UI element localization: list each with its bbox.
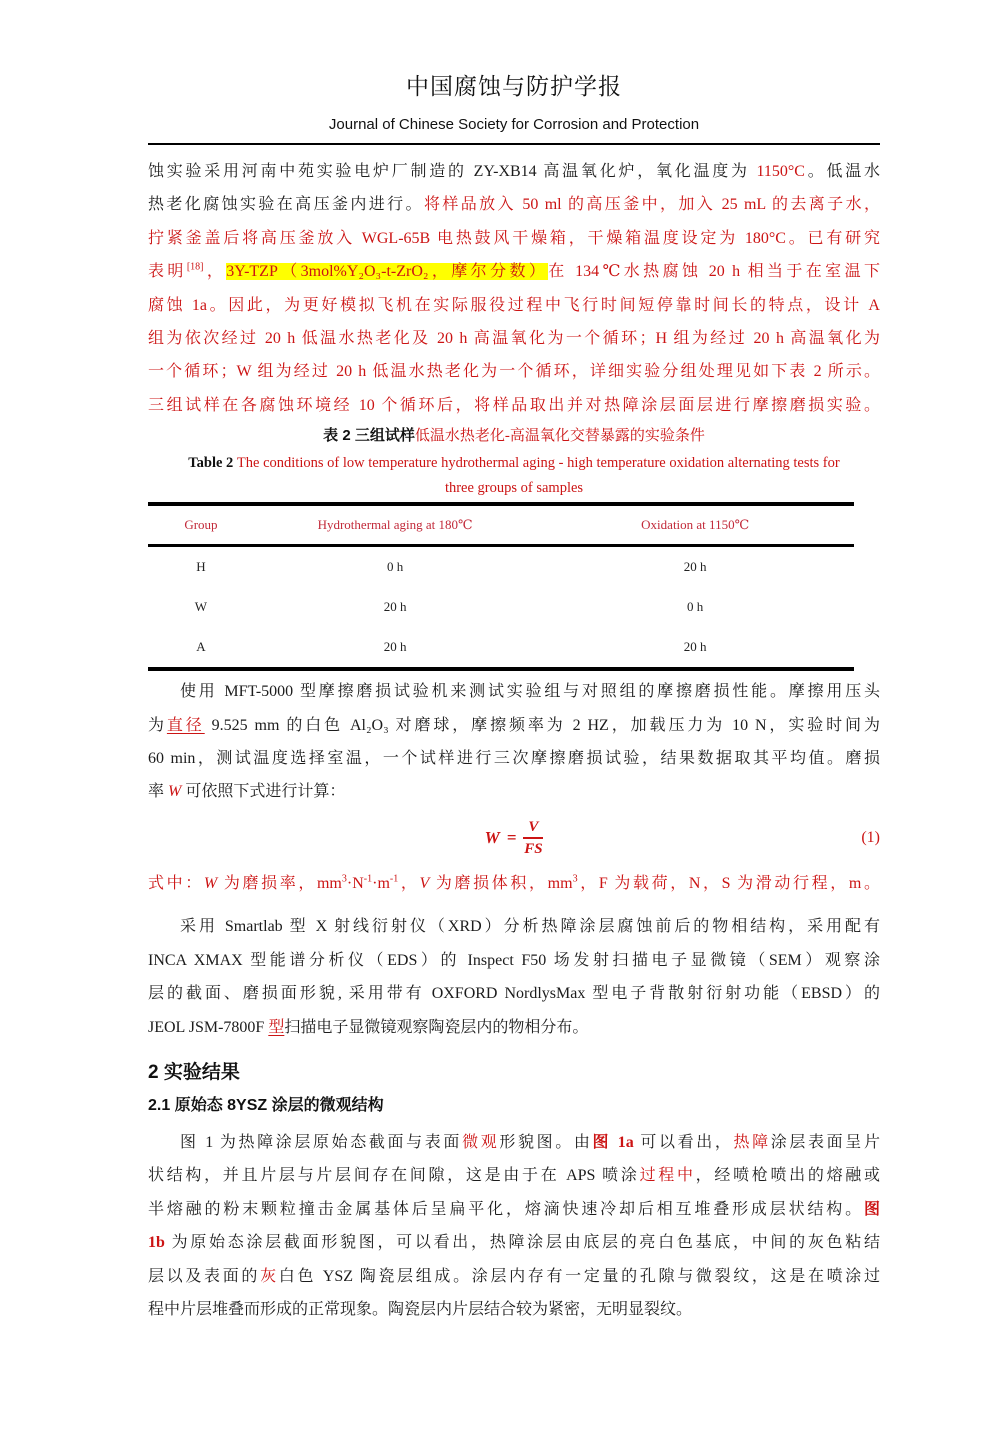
formula-denominator: FS (524, 840, 543, 857)
text-segment: 9.525 mm 的白色 Al₂O₃ 对磨球，摩擦频率为 2 HZ，加载压力为 10 N，实验时间为 (204, 716, 880, 734)
text-segment: 1150°C (756, 163, 805, 180)
table-header-cell: Hydrothermal aging at 180℃ (254, 504, 536, 546)
text-segment: 60 min，测试温度选择室温，一个试样进行三次摩擦磨损试验，结果数据取其平均值。磨损 (148, 750, 880, 768)
text-segment: 状结构，并且片层与片层间存在间隙，这是由于在 APS 喷涂 (148, 1167, 640, 1185)
table-header-cell: Oxidation at 1150℃ (536, 504, 854, 546)
text-segment: 3 (341, 873, 347, 885)
text-line (148, 222, 880, 255)
text-line (148, 389, 880, 422)
text-line (148, 289, 880, 322)
text-segment: W (168, 783, 182, 801)
text-segment: ， (203, 263, 227, 281)
table-row (148, 587, 854, 627)
text-segment: 使用 MFT-5000 型摩擦磨损试验机来测试实验组与对照组的摩擦磨损性能。摩擦用压头 (180, 683, 880, 701)
text-segment: 为原始态涂层截面形貌图，可以看出，热障涂层由底层的亮白色基底，中间的灰色粘结 (164, 1234, 880, 1252)
text-line (148, 1260, 880, 1293)
table-2-body (148, 546, 854, 670)
text-segment: 1b (148, 1234, 165, 1252)
text-segment: 涂层表面呈片 (770, 1133, 880, 1151)
paragraph-characterization (148, 910, 880, 1044)
table-cell: A (196, 639, 206, 655)
text-segment: ， (398, 874, 420, 892)
text-segment: 热障 (733, 1133, 771, 1151)
text-segment: 图 (863, 1200, 880, 1218)
table-cell: 20 h (683, 639, 707, 655)
text-segment: 程中片层堆叠而形成的正常现象。陶瓷层内片层结合较为紧密，无明显裂纹。 (148, 1300, 693, 1318)
journal-title-en: Journal of Chinese Society for Corrosion and Protection (328, 116, 700, 133)
text-segment: 为 (148, 716, 167, 734)
table-caption-en-line1 (148, 450, 880, 476)
text-segment: 表明 (148, 263, 187, 281)
text-line (148, 977, 880, 1010)
text-segment: 率 (148, 783, 169, 801)
paragraph-figure1-discussion (148, 1126, 880, 1326)
paragraph-friction-test (148, 675, 880, 809)
text-segment: ·N (346, 874, 364, 892)
table-cell: 20 h (683, 559, 707, 575)
table-cell: 20 h (383, 599, 407, 615)
table-caption-zh (148, 422, 880, 450)
text-segment: 采用 Smartlab 型 X 射线衍射仪（XRD）分析热障涂层腐蚀前后的物相结构，采用配有 (180, 918, 880, 936)
table-cell: 0 h (386, 559, 404, 575)
text-segment: 可依照下式进行计算： (181, 783, 346, 801)
text-line (148, 255, 880, 288)
paragraph-equation-note (148, 867, 880, 900)
text-segment: 图 1a (592, 1133, 634, 1151)
text-line (148, 1126, 880, 1159)
journal-title-zh: 中国腐蚀与防护学报 (406, 74, 622, 99)
text-segment: 3 (572, 873, 578, 885)
subsection-heading-microstructure: 2.1 原始态 8YSZ 涂层的微观结构 (148, 1096, 384, 1114)
text-segment: 低温水热老化-高温氧化交替暴露的实验条件 (414, 428, 705, 445)
text-segment: ·m (372, 874, 390, 892)
text-segment: 直径 (166, 716, 205, 734)
text-segment: 一个循环；W 组为经过 20 h 低温水热老化为一个循环，详细实验分组处理见如下表 2 所示。 (148, 363, 880, 381)
text-segment: V (419, 874, 430, 892)
formula-numerator: V (523, 818, 543, 839)
table-cell: W (194, 599, 208, 615)
text-segment: 半熔融的粉末颗粒撞击金属基体后呈扁平化，熔滴快速冷却后相互堆叠形成层状结构。 (148, 1200, 864, 1218)
text-segment: 过程中 (639, 1167, 696, 1185)
table-header-row (148, 504, 854, 546)
text-line (148, 742, 880, 775)
text-segment: 层的截面、磨损面形貌, 采用带有 OXFORD NordlysMax 型电子背散射衍射功能（EBSD）的 (148, 985, 880, 1003)
text-segment: 灰 (260, 1267, 279, 1285)
page-content (148, 72, 880, 1326)
text-segment: 在 134℃水热腐蚀 20 h 相当于在室温下 (548, 263, 880, 281)
text-segment: -1 (363, 873, 373, 885)
header-rule (148, 143, 880, 145)
text-line (148, 322, 880, 355)
paragraph-corrosion-tests (148, 155, 880, 422)
text-segment: 蚀实验采用河南中苑实验电炉厂制造的 ZY-XB14 高温氧化炉，氧化温度为 (148, 163, 757, 180)
table-2 (148, 502, 854, 671)
text-segment: 白色 YSZ 陶瓷层组成。涂层内存有一定量的孔隙与微裂纹，这是在喷涂过 (278, 1267, 880, 1285)
text-segment: INCA XMAX 型能谱分析仪（EDS）的 Inspect F50 场发射扫描电子显微镜（SEM）观察涂 (148, 951, 880, 969)
text-line (148, 1226, 880, 1259)
text-segment: 扫描电子显微镜观察陶瓷层内的物相分布。 (284, 1018, 589, 1036)
text-segment: 将样品放入 50 ml 的高压釜中，加入 25 mL 的去离子水， (423, 196, 880, 214)
text-line (148, 675, 880, 708)
text-segment: The conditions of low temperature hydrothermal aging - high temperature oxidation alternating tests for (236, 455, 840, 472)
table-caption-en-line2 (148, 476, 880, 500)
text-segment: 组为依次经过 20 h 低温水热老化及 20 h 高温氧化为一个循环；H 组为经过 20 h 高温氧化为 (148, 330, 880, 348)
text-segment: 为磨损率，mm (217, 874, 342, 892)
text-line (148, 1159, 880, 1192)
equation-number: (1) (861, 828, 880, 846)
text-line (148, 775, 880, 808)
text-line (148, 1011, 880, 1044)
text-segment: 层以及表面的 (148, 1267, 261, 1285)
text-segment: 腐蚀 1a。因此，为更好模拟飞机在实际服役过程中飞行时间短停靠时间长的特点，设计 A (148, 296, 880, 314)
text-segment: -1 (389, 873, 399, 885)
text-segment: 表 2 三组试样 (323, 427, 415, 445)
text-segment: JEOL JSM-7800F (148, 1018, 269, 1036)
formula-fraction (523, 818, 543, 858)
text-segment: ，F 为载荷，N，S 为滑动行程，m。 (577, 874, 880, 892)
table-2-head (148, 504, 854, 546)
text-segment: 拧紧釜盖后将高压釜放入 WGL-65B 电热鼓风干燥箱，干燥箱温度设定为 180°C。已有研究 (148, 229, 880, 247)
text-line (148, 1193, 880, 1226)
text-segment: 形貌图。由 (499, 1133, 593, 1151)
text-segment: ，经喷枪喷出的熔融或 (695, 1167, 880, 1185)
text-segment: 3Y-TZP（3mol%Y₂O₃-t-ZrO₂，摩尔分数） (226, 263, 549, 281)
text-line (148, 155, 880, 188)
formula-equals: = (506, 827, 517, 847)
section-heading-results: 2 实验结果 (148, 1061, 240, 1083)
table-header-cell: Group (148, 504, 254, 546)
text-line (148, 355, 880, 388)
text-line (148, 944, 880, 977)
text-segment: three groups of samples (444, 480, 584, 497)
text-segment: 微观 (462, 1133, 500, 1151)
text-segment: Table 2 (188, 455, 237, 472)
text-segment: [18] (186, 261, 204, 273)
text-segment: 型 (268, 1018, 285, 1036)
text-segment: 式中： (148, 874, 204, 892)
text-segment: 图 1 为热障涂层原始态截面与表面 (180, 1133, 463, 1151)
text-line (148, 1293, 880, 1326)
text-line (148, 188, 880, 221)
text-line (148, 709, 880, 742)
text-segment: 可以看出， (633, 1133, 734, 1151)
text-segment: 。低温水 (804, 163, 880, 180)
text-line (148, 910, 880, 943)
text-line (148, 867, 880, 900)
equation-1-row (148, 809, 880, 867)
wear-rate-formula (485, 818, 544, 858)
table-cell: H (196, 559, 206, 575)
formula-lhs: W (484, 827, 500, 847)
text-segment: W (203, 874, 218, 892)
text-segment: 为磨损体积，mm (429, 874, 573, 892)
table-cell: 0 h (687, 599, 704, 615)
text-segment: 热老化腐蚀实验在高压釜内进行。 (148, 196, 424, 214)
table-cell: 20 h (383, 639, 407, 655)
text-segment: 三组试样在各腐蚀环境经 10 个循环后，将样品取出并对热障涂层面层进行摩擦磨损实验。 (148, 396, 880, 414)
table-row (148, 627, 854, 669)
table-row (148, 546, 854, 588)
